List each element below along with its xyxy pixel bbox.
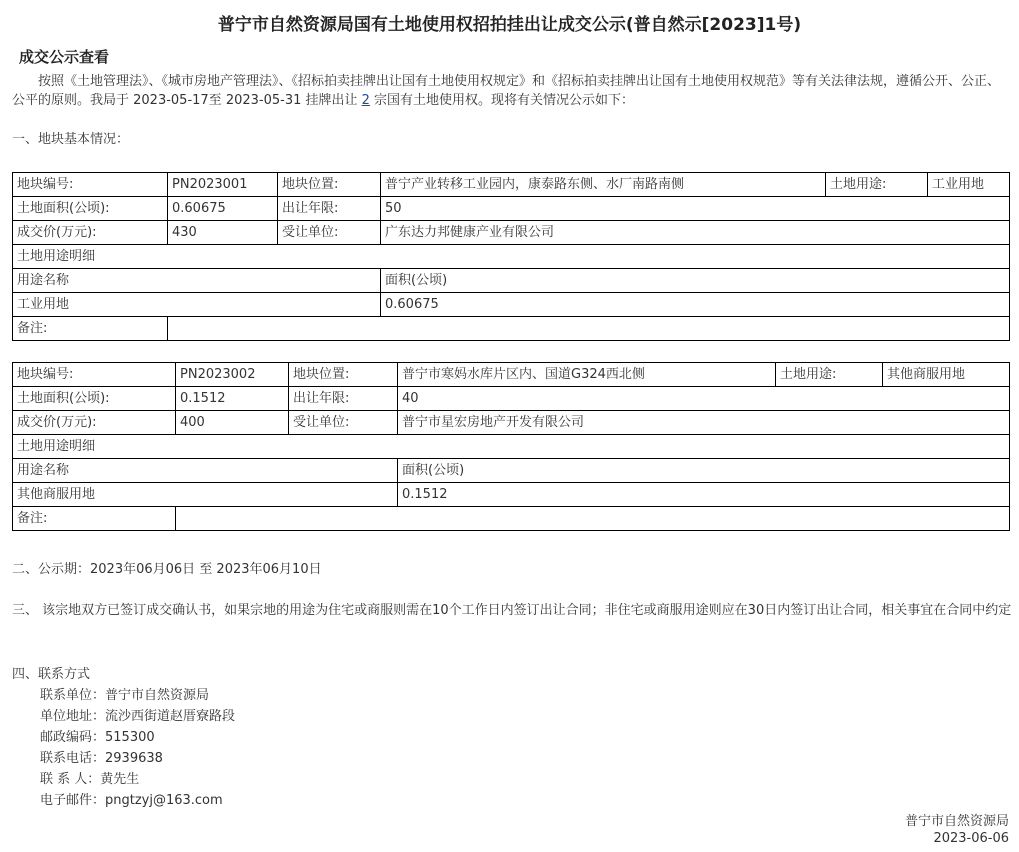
remark-label: 备注: xyxy=(13,317,168,341)
footer-org: 普宁市自然资源局 xyxy=(904,814,1009,829)
intro-text-before: 按照《土地管理法》、《城市房地产管理法》、《招标拍卖挂牌出让国有土地使用权规定》和《招标拍卖挂牌出让国有土地使用权规范》等有关法律法规，遵循公开、公正、公平的原则。我局于 2023-05-17至 2023-05-31 挂牌出让 xyxy=(12,74,1001,108)
contact-phone: 联系电话：2939638 xyxy=(40,751,163,766)
intro-text-after: 宗国有土地使用权。现将有关情况公示如下： xyxy=(369,93,635,108)
footer-date: 2023-06-06 xyxy=(933,831,1009,846)
detail-area-value: 0.60675 xyxy=(381,293,1010,317)
table-row xyxy=(13,293,1010,317)
plot-no-value: PN2023002 xyxy=(176,363,289,387)
plot-table-2 xyxy=(12,362,1010,531)
use-detail-heading: 土地用途明细 xyxy=(13,435,1010,459)
location-label: 地块位置: xyxy=(289,363,398,387)
buyer-value: 广东达力邦健康产业有限公司 xyxy=(381,221,1010,245)
contact-address: 单位地址：流沙西街道赵厝寮路段 xyxy=(40,709,236,724)
years-label: 出让年限: xyxy=(278,197,381,221)
detail-name-value: 其他商服用地 xyxy=(13,483,398,507)
location-value: 普宁产业转移工业园内，康泰路东侧、水厂南路南侧 xyxy=(381,173,826,197)
area-label: 土地面积(公顷): xyxy=(13,387,176,411)
table-row xyxy=(13,173,1010,197)
table-row xyxy=(13,221,1010,245)
table-row xyxy=(13,317,1010,341)
price-value: 400 xyxy=(176,411,289,435)
location-value: 普宁市寒妈水库片区内、国道G324西北侧 xyxy=(398,363,776,387)
use-area-header: 面积(公顷) xyxy=(398,459,1010,483)
section-4-heading: 四、联系方式 xyxy=(12,667,91,682)
years-value: 50 xyxy=(381,197,1010,221)
section-subtitle: 成交公示查看 xyxy=(19,48,110,66)
price-label: 成交价(万元): xyxy=(13,221,168,245)
use-label: 土地用途: xyxy=(826,173,928,197)
section-3-contract-terms: 三、 该宗地双方已签订成交确认书，如果宗地的用途为住宅或商服则需在10个工作日内签订出让合同；非住宅或商服用途则应在30日内签订出让合同，相关事宜在合同中约定 xyxy=(12,603,1012,618)
section-1-heading: 一、地块基本情况： xyxy=(12,132,130,147)
area-value: 0.60675 xyxy=(168,197,278,221)
detail-name-value: 工业用地 xyxy=(13,293,381,317)
plot-table-1 xyxy=(12,172,1010,341)
years-value: 40 xyxy=(398,387,1010,411)
years-label: 出让年限: xyxy=(289,387,398,411)
table-row xyxy=(13,197,1010,221)
table-row xyxy=(13,387,1010,411)
table-row xyxy=(13,459,1010,483)
plot-no-value: PN2023001 xyxy=(168,173,278,197)
contact-postcode: 邮政编码：515300 xyxy=(40,730,155,745)
use-name-header: 用途名称 xyxy=(13,459,398,483)
page-title: 普宁市自然资源局国有土地使用权招拍挂出让成交公示(普自然示[2023]1号) xyxy=(217,15,802,35)
intro-paragraph xyxy=(12,72,1002,110)
contact-person: 联 系 人：黄先生 xyxy=(40,772,140,787)
table-row xyxy=(13,269,1010,293)
table-row xyxy=(13,245,1010,269)
remark-value xyxy=(176,507,1010,531)
use-value: 其他商服用地 xyxy=(883,363,1010,387)
price-label: 成交价(万元): xyxy=(13,411,176,435)
plot-no-label: 地块编号: xyxy=(13,173,168,197)
remark-label: 备注: xyxy=(13,507,176,531)
buyer-value: 普宁市星宏房地产开发有限公司 xyxy=(398,411,1010,435)
buyer-label: 受让单位: xyxy=(278,221,381,245)
plot-no-label: 地块编号: xyxy=(13,363,176,387)
contact-email: 电子邮件：pngtzyj@163.com xyxy=(40,793,223,808)
use-label: 土地用途: xyxy=(776,363,883,387)
table-row xyxy=(13,435,1010,459)
table-row xyxy=(13,411,1010,435)
buyer-label: 受让单位: xyxy=(289,411,398,435)
section-2-notice-period: 二、公示期：2023年06月06日 至 2023年06月10日 xyxy=(12,562,322,577)
price-value: 430 xyxy=(168,221,278,245)
area-value: 0.1512 xyxy=(176,387,289,411)
contact-unit: 联系单位：普宁市自然资源局 xyxy=(40,688,210,703)
table-row xyxy=(13,483,1010,507)
use-area-header: 面积(公顷) xyxy=(381,269,1010,293)
detail-area-value: 0.1512 xyxy=(398,483,1010,507)
use-value: 工业用地 xyxy=(928,173,1010,197)
remark-value xyxy=(168,317,1010,341)
area-label: 土地面积(公顷): xyxy=(13,197,168,221)
plot-count-link[interactable]: 2 xyxy=(361,93,370,108)
location-label: 地块位置: xyxy=(278,173,381,197)
use-name-header: 用途名称 xyxy=(13,269,381,293)
table-row xyxy=(13,507,1010,531)
table-row xyxy=(13,363,1010,387)
use-detail-heading: 土地用途明细 xyxy=(13,245,1010,269)
